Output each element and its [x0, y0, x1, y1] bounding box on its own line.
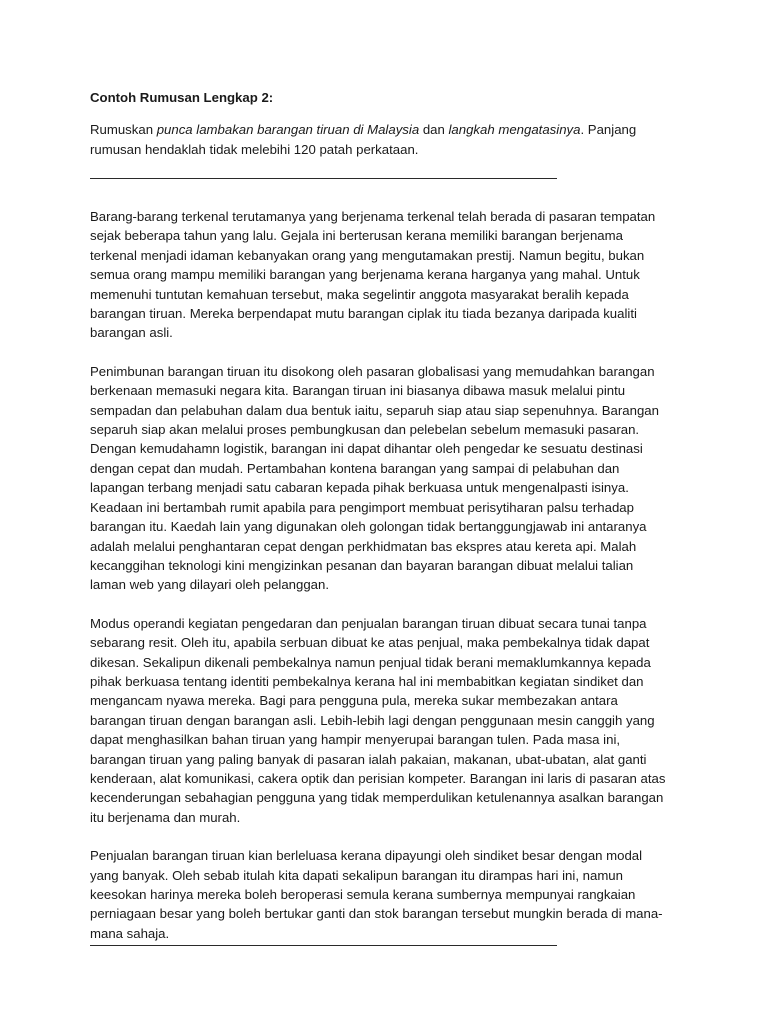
divider-top	[90, 178, 557, 179]
instruction-part-3: . Panjang rumusan hendaklah tidak melebihi 120 patah perkataan.	[90, 122, 637, 157]
divider-bottom	[90, 945, 557, 946]
instruction-text	[90, 120, 670, 159]
instruction-part-2: dan	[419, 122, 449, 137]
paragraph-4: Penjualan barangan tiruan kian berleluasa kerana dipayungi oleh sindiket besar dengan modal yang banyak. Oleh sebab itulah kita dapati sekalipun barangan itu dirampas hari ini, namun keesokan harinya mereka boleh beroperasi semula kerana sumbernya mempunyai rangkaian perniagaan besar yang boleh bertukar ganti dan stok barangan tersebut mungkin berada di mana-mana sahaja.	[90, 848, 663, 941]
instruction-part-1: Rumuskan	[90, 122, 157, 137]
paragraph-3: Modus operandi kegiatan pengedaran dan penjualan barangan tiruan dibuat secara tunai tanpa sebarang resit. Oleh itu, apabila serbuan dibuat ke atas penjual, maka pembekalnya tidak dapat dikesan. Sekalipun dikenali pembekalnya namun penjual tidak berani memaklumkannya kepada pihak berkuasa tentang identiti pembekalnya kerana hal ini membabitkan kegiatan sindiket dan mengancam nyawa mereka. Bagi para pengguna pula, mereka sukar membezakan antara barangan tiruan dengan barangan asli. Lebih-lebih lagi dengan penggunaan mesin canggih yang dapat menghasilkan bahan tiruan yang hampir menyerupai barangan tulen. Pada masa ini, barangan tiruan yang paling banyak di pasaran ialah pakaian, makanan, ubat-ubatan, alat ganti kenderaan, alat komunikasi, cakera optik dan perisian kompeter. Barangan ini laris di pasaran atas kecenderungan sebahagian pengguna yang tidak memperdulikan ketulenannya asalkan barangan itu berjenama dan murah.	[90, 615, 666, 825]
document-page	[90, 88, 670, 946]
instruction-topic-1: punca lambakan barangan tiruan di Malaysia	[156, 122, 420, 137]
instruction-topic-2: langkah mengatasinya	[448, 122, 581, 137]
paragraph-2: Penimbunan barangan tiruan itu disokong oleh pasaran globalisasi yang memudahkan barangan berkenaan memasuki negara kita. Barangan tiruan ini biasanya dibawa masuk melalui pintu sempadan dan pelabuhan dalam dua bentuk iaitu, separuh siap atau siap sepenuhnya. Barangan separuh siap akan melalui proses pembungkusan dan pelebelan sebelum memasuki pasaran. Dengan kemudahamn logistik, barangan ini dapat dihantar oleh pengedar ke sesuatu destinasi dengan cepat dan mudah. Pertambahan kontena barangan yang sampai di pelabuhan dan lapangan terbang menjadi satu cabaran kepada pihak berkuasa untuk mengenalpasti isinya. Keadaan ini bertambah rumit apabila para pengimport membuat perisytiharan palsu terhadap barangan itu. Kaedah lain yang digunakan oleh golongan tidak bertanggungjawab ini antaranya adalah melalui penghantaran cepat dengan perkhidmatan bas ekspres atau kereta api. Malah kecanggihan teknologi kini mengizinkan pesanan dan bayaran barangan dibuat melalui talian laman web yang dilayari oleh pelanggan.	[90, 363, 659, 593]
document-heading: Contoh Rumusan Lengkap 2:	[90, 90, 274, 105]
paragraph-1: Barang-barang terkenal terutamanya yang berjenama terkenal telah berada di pasaran tempatan sejak beberapa tahun yang lalu. Gejala ini berterusan kerana memiliki barangan berjenama terkenal menjadi idaman kebanyakan orang yang mengutamakan prestij. Namun begitu, bukan semua orang mampu memiliki barangan yang berjenama kerana harganya yang mahal. Untuk memenuhi tuntutan kemahuan tersebut, maka segelintir anggota masyarakat beralih kepada barangan tiruan. Mereka berpendapat mutu barangan ciplak itu tiada bezanya daripada kualiti barangan asli.	[90, 209, 656, 341]
